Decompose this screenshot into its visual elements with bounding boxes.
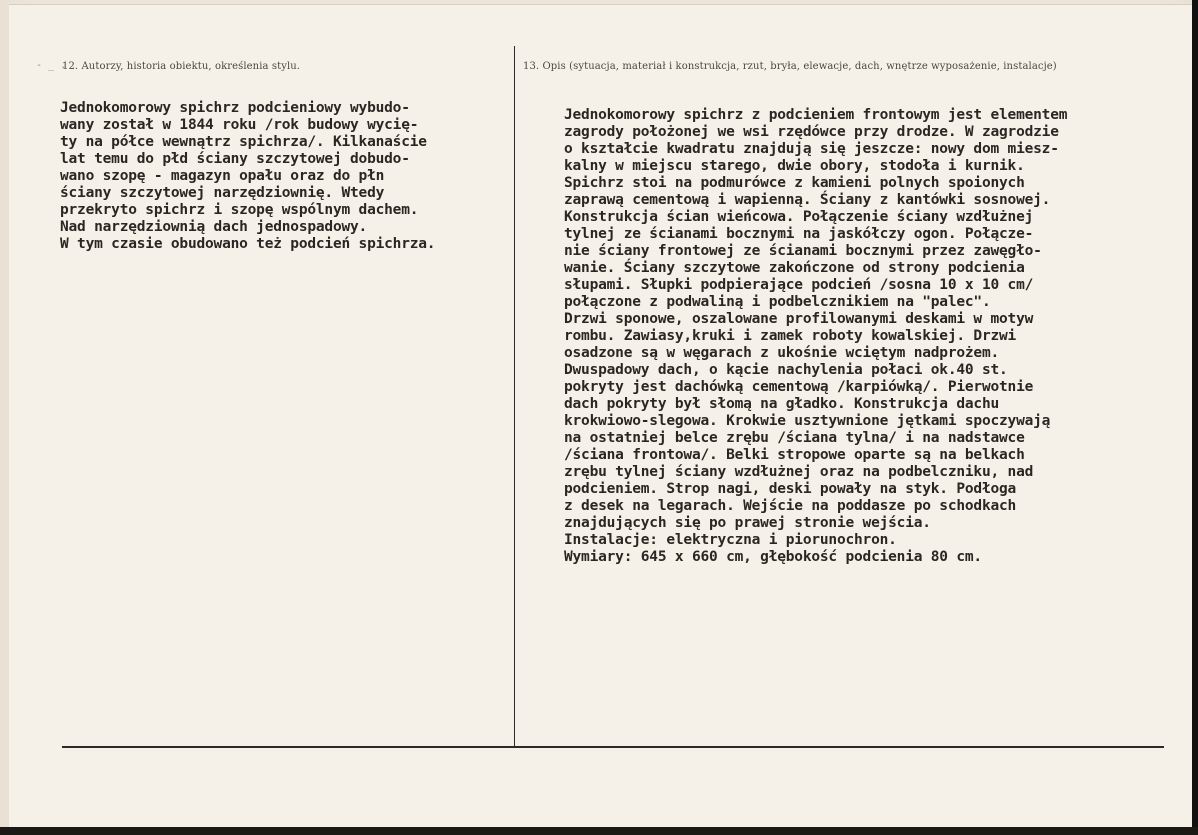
text-line: krokwiowo-slegowa. Krokwie usztywnione jętkami spoczywają bbox=[564, 413, 1051, 429]
text-line: rombu. Zawiasy,kruki i zamek roboty kowalskiej. Drzwi bbox=[564, 328, 1017, 344]
section-12-text bbox=[60, 100, 435, 253]
text-line: na ostatniej belce zrębu /ściana tylna/ i na nadstawce bbox=[564, 430, 1025, 446]
text-line: osadzone są w węgarach z ukośnie wciętym nadprożem. bbox=[564, 345, 1000, 361]
text-line: Dwuspadowy dach, o kącie nachylenia połaci ok.40 st. bbox=[564, 362, 1008, 378]
text-line: kalny w miejscu starego, dwie obory, stodoła i kurnik. bbox=[564, 158, 1025, 174]
text-line: dach pokryty był słomą na gładko. Konstrukcja dachu bbox=[564, 396, 1000, 412]
right-edge bbox=[1192, 0, 1198, 835]
text-line: wano szopę - magazyn opału oraz do płn bbox=[60, 168, 385, 184]
text-line: ściany szczytowej narzędziownię. Wtedy bbox=[60, 185, 385, 201]
text-line: o kształcie kwadratu znajdują się jeszcze: nowy dom miesz- bbox=[564, 141, 1059, 157]
section-13-text bbox=[564, 107, 1067, 566]
text-line: z desek na legarach. Wejście na poddasze po schodkach bbox=[564, 498, 1017, 514]
text-line: Instalacje: elektryczna i piorunochron. bbox=[564, 532, 897, 548]
text-line: słupami. Słupki podpierające podcień /sosna 10 x 10 cm/ bbox=[564, 277, 1034, 293]
margin-marks: - _ . bbox=[36, 60, 67, 71]
text-line: lat temu do płd ściany szczytowej dobudo- bbox=[60, 151, 410, 167]
column-divider bbox=[514, 46, 515, 746]
text-line: zrębu tylnej ściany wzdłużnej oraz na podbelczniku, nad bbox=[564, 464, 1034, 480]
text-line: W tym czasie obudowano też podcień spichrza. bbox=[60, 236, 436, 252]
text-line: tylnej ze ścianami bocznymi na jaskółczy ogon. Połącze- bbox=[564, 226, 1034, 242]
text-line: wanie. Ściany szczytowe zakończone od strony podcienia bbox=[564, 260, 1025, 276]
section-13-header: 13. Opis (sytuacja, materiał i konstrukcja, rzut, bryła, elewacje, dach, wnętrze wyposażenie, instalacje) bbox=[523, 61, 1057, 72]
section-12-header: 12. Autorzy, historia obiektu, określenia stylu. bbox=[62, 61, 301, 72]
text-line: Drzwi sponowe, oszalowane profilowanymi deskami w motyw bbox=[564, 311, 1034, 327]
text-line: Jednokomorowy spichrz podcieniowy wybudo- bbox=[60, 100, 410, 116]
bottom-rule bbox=[62, 746, 1164, 748]
text-line: zaprawą cementową i wapienną. Ściany z kantówki sosnowej. bbox=[564, 192, 1051, 208]
text-line: ty na półce wewnątrz spichrza/. Kilkanaście bbox=[60, 134, 427, 150]
text-line: przekryto spichrz i szopę wspólnym dachem. bbox=[60, 202, 419, 218]
text-line: Nad narzędziownią dach jednospadowy. bbox=[60, 219, 368, 235]
text-line: nie ściany frontowej ze ścianami bocznymi przez zawęgło- bbox=[564, 243, 1042, 259]
bottom-edge bbox=[0, 827, 1198, 835]
text-line: Wymiary: 645 x 660 cm, głębokość podcienia 80 cm. bbox=[564, 549, 982, 565]
left-edge bbox=[0, 0, 9, 835]
text-line: /ściana frontowa/. Belki stropowe oparte są na belkach bbox=[564, 447, 1025, 463]
text-line: zagrody położonej we wsi rzędówce przy drodze. W zagrodzie bbox=[564, 124, 1059, 140]
text-line: pokryty jest dachówką cementową /karpiówką/. Pierwotnie bbox=[564, 379, 1034, 395]
text-line: wany został w 1844 roku /rok budowy wycię- bbox=[60, 117, 419, 133]
text-line: znajdujących się po prawej stronie wejścia. bbox=[564, 515, 931, 531]
text-line: podcieniem. Strop nagi, deski powały na styk. Podłoga bbox=[564, 481, 1017, 497]
text-line: Konstrukcja ścian wieńcowa. Połączenie ściany wzdłużnej bbox=[564, 209, 1034, 225]
text-line: Jednokomorowy spichrz z podcieniem frontowym jest elementem bbox=[564, 107, 1068, 123]
text-line: Spichrz stoi na podmurówce z kamieni polnych spoionych bbox=[564, 175, 1025, 191]
text-line: połączone z podwaliną i podbelcznikiem na "palec". bbox=[564, 294, 991, 310]
